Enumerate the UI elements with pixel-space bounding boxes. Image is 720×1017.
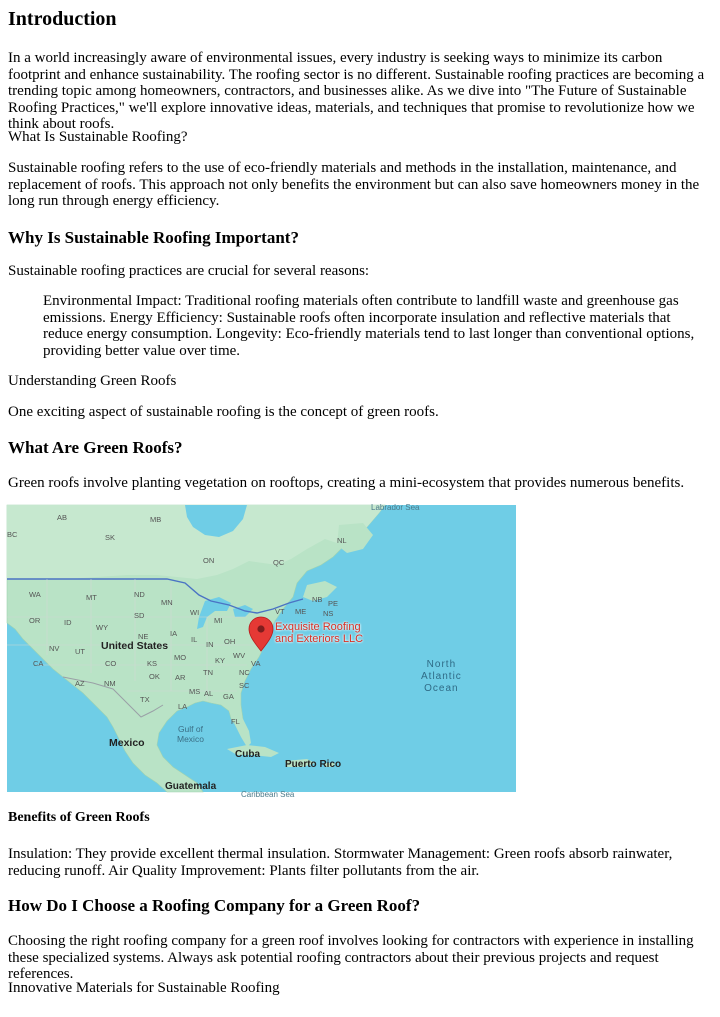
state-label: WA	[29, 590, 41, 599]
state-label: SK	[105, 533, 116, 542]
state-label: KS	[147, 659, 158, 668]
label-cuba: Cuba	[235, 749, 260, 760]
state-label: ID	[64, 618, 72, 627]
state-label: OK	[149, 672, 160, 681]
label-puerto-rico: Puerto Rico	[285, 759, 342, 770]
state-label: MO	[174, 653, 187, 662]
green-roofs-paragraph: One exciting aspect of sustainable roofing is the concept of green roofs.	[8, 404, 439, 420]
state-label: VA	[251, 659, 261, 668]
state-label: ND	[134, 590, 145, 599]
label-gulf	[177, 724, 204, 744]
state-label: OH	[224, 637, 236, 646]
state-label: NV	[49, 644, 60, 653]
label-united-states: United States	[101, 640, 169, 652]
state-label: NC	[239, 668, 250, 677]
state-label: MN	[161, 598, 173, 607]
label-ocean	[421, 659, 462, 695]
choose-heading: How Do I Choose a Roofing Company for a Green Roof?	[8, 896, 421, 915]
state-label: PE	[328, 599, 339, 608]
state-label: MS	[189, 687, 201, 696]
label-labrador: Labrador Sea	[371, 503, 420, 512]
state-label: IN	[206, 640, 214, 649]
benefits-paragraph: Insulation: They provide excellent thermal insulation. Stormwater Management: Green roofs absorb rainwater, reducing runoff. Air Quality Improvement: Plants filter pollutants from the air.	[8, 846, 673, 879]
what-is-heading: What Is Sustainable Roofing?	[8, 129, 188, 145]
label-mexico: Mexico	[109, 737, 145, 749]
location-map[interactable]	[7, 503, 516, 799]
state-label: IL	[191, 635, 198, 644]
intro-heading: Introduction	[8, 8, 117, 30]
state-label: WY	[96, 623, 109, 632]
label-caribbean: Caribbean Sea	[241, 790, 295, 799]
state-label: QC	[273, 558, 285, 567]
state-label: ON	[203, 556, 215, 565]
state-label: AZ	[75, 679, 85, 688]
state-label: WV	[233, 651, 246, 660]
label-ocean-line2: Atlantic	[421, 671, 462, 682]
benefits-heading	[8, 810, 714, 827]
state-label: GA	[223, 692, 234, 701]
state-label: MT	[86, 593, 97, 602]
state-label: BC	[7, 530, 18, 539]
state-label: ME	[295, 607, 307, 616]
why-important-quote: Environmental Impact: Traditional roofing materials often contribute to landfill waste and greenhouse gas emissions. Energy Efficiency: Sustainable roofs often incorporate insulation and reflective materials that reduce energy consumption. Longevity: Eco-friendly materials tend to last longer than conventional options, providing better value over time.	[43, 293, 695, 359]
green-roofs-heading: Understanding Green Roofs	[8, 373, 177, 389]
state-label: OR	[29, 616, 41, 625]
state-label: NL	[337, 536, 347, 545]
state-label: SC	[239, 681, 250, 690]
state-label: TN	[203, 668, 213, 677]
state-label: NM	[104, 679, 116, 688]
state-label: IA	[170, 629, 178, 638]
state-label: SD	[134, 611, 145, 620]
state-label: NS	[323, 609, 334, 618]
state-label: KY	[215, 656, 226, 665]
state-label: VT	[275, 607, 285, 616]
what-are-heading: What Are Green Roofs?	[8, 438, 183, 457]
choose-paragraph: Choosing the right roofing company for a green roof involves looking for contractors with experience in installing these specialized systems. Always ask potential roofing contractors about their previous projects and request references.	[8, 933, 694, 982]
why-important-paragraph: Sustainable roofing practices are crucial for several reasons:	[8, 263, 370, 279]
what-is-paragraph: Sustainable roofing refers to the use of eco-friendly materials and methods in the installation, maintenance, and replacement of roofs. This approach not only benefits the environment but can also save homeowners money in the long run through energy efficiency.	[8, 160, 700, 209]
why-important-heading: Why Is Sustainable Roofing Important?	[8, 228, 299, 247]
pin-label[interactable]	[275, 621, 363, 645]
label-gulf-line1: Gulf of	[177, 724, 203, 734]
innovative-heading: Innovative Materials for Sustainable Roofing	[8, 980, 280, 996]
state-label: CO	[105, 659, 117, 668]
state-label: CA	[33, 659, 44, 668]
state-label: NB	[312, 595, 323, 604]
label-gulf-line2: Mexico	[177, 734, 204, 744]
pin-label-line1: Exquisite Roofing	[275, 621, 361, 633]
state-label: AL	[204, 689, 214, 698]
benefits-heading-text: Benefits of Green Roofs	[8, 810, 150, 825]
pin-label-line2: and Exteriors LLC	[275, 633, 364, 645]
state-label: LA	[178, 702, 188, 711]
state-label: UT	[75, 647, 85, 656]
state-label: AR	[175, 673, 186, 682]
label-ocean-line3: Ocean	[424, 683, 459, 694]
intro-paragraph: In a world increasingly aware of environmental issues, every industry is seeking ways to minimize its carbon footprint and enhance sustainability. The roofing sector is no different. Sustainable roofing practices are becoming a trending topic among homeowners, contractors, and businesses alike. As we dive into "The Future of Sustainable Roofing Practices," we'll explore innovative ideas, materials, and techniques that promise to revolutionize how we think about roofs.	[8, 50, 705, 132]
state-label: MI	[214, 616, 223, 625]
what-are-paragraph: Green roofs involve planting vegetation on rooftops, creating a mini-ecosystem that provides numerous benefits.	[8, 475, 685, 491]
state-label: TX	[140, 695, 150, 704]
state-label: NE	[138, 632, 149, 641]
label-guatemala: Guatemala	[165, 781, 217, 792]
state-label: WI	[190, 608, 200, 617]
state-label: FL	[231, 717, 240, 726]
label-ocean-line1: North	[426, 659, 457, 670]
state-label: MB	[150, 515, 162, 524]
state-label: AB	[57, 513, 68, 522]
